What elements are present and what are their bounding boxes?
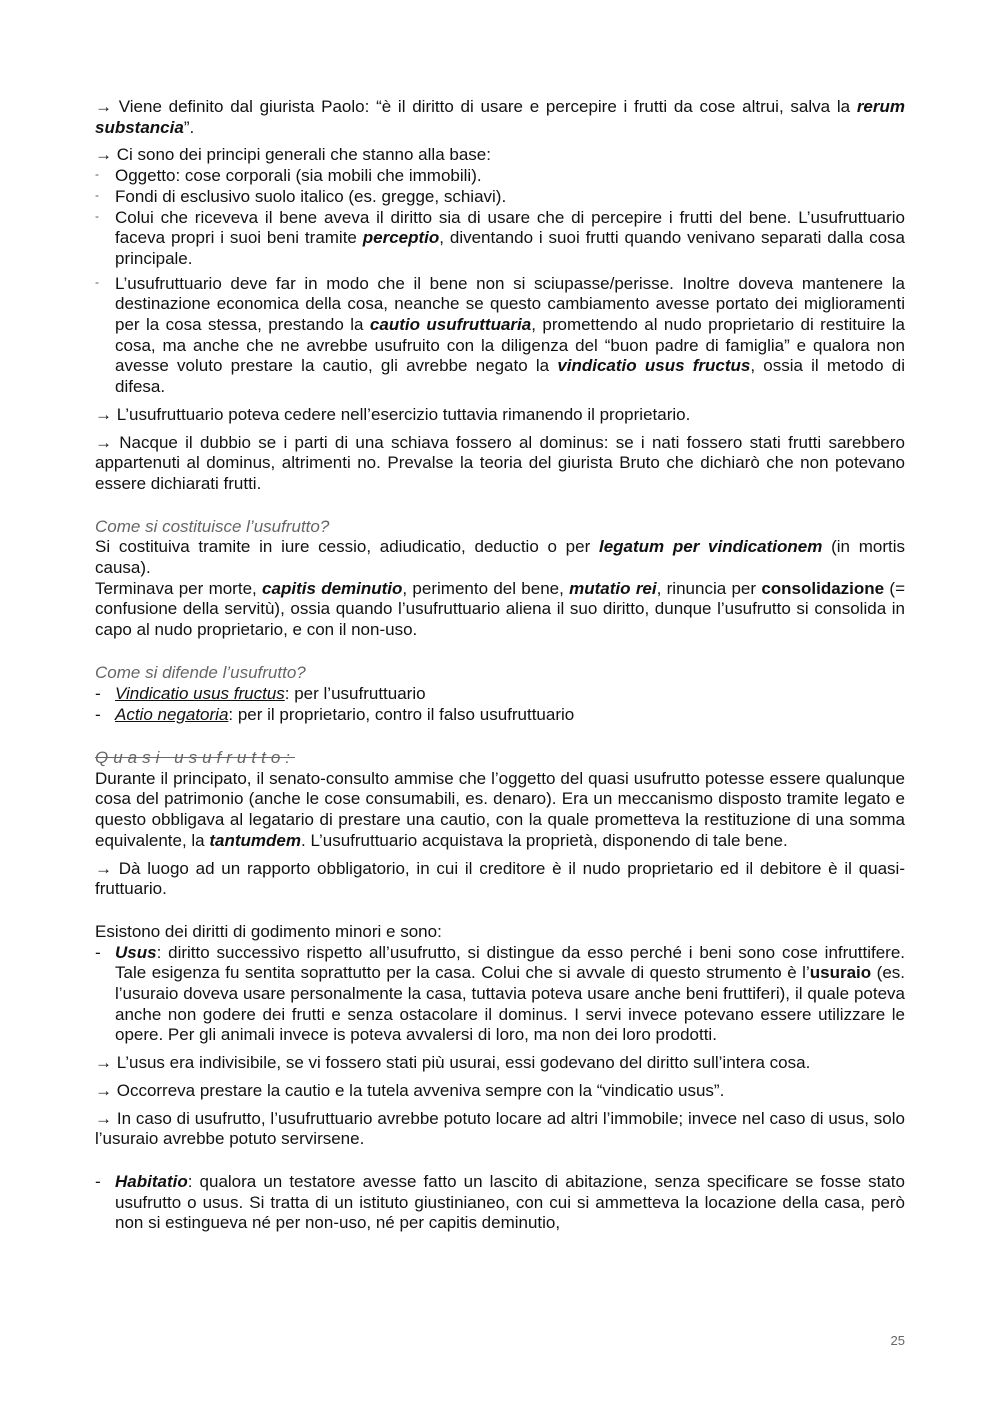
list-item-text: Colui che riceveva il bene aveva il diritto sia di usare che di percepire i frutti del bene. L’usufruttuario faceva propri i suoi beni tramite [115, 207, 905, 248]
list-marker: - [95, 274, 99, 289]
paragraph-cession: → L’usufruttuario poteva cedere nell’esercizio tuttavia rimanendo il proprietario. [95, 404, 691, 424]
paragraph-diritti-minori: Esistono dei diritti di godimento minori e sono: [95, 921, 442, 941]
list-item [95, 208, 905, 270]
list-marker: - [95, 187, 99, 202]
heading-difesa: Come si difende l’usufrutto? [95, 662, 306, 682]
list-marker: - [95, 167, 99, 182]
term-vindicatio-usus-fructus: vindicatio usus fructus [557, 356, 751, 376]
list-item [95, 187, 905, 208]
heading-costituzione: Come si costituisce l’usufrutto? [95, 516, 330, 536]
list-marker: - [95, 705, 101, 725]
list-item-text: : diritto successivo rispetto all’usufrutto, si distingue da esso perché i beni sono cose infruttifere. Tale esigenza fu sentita soprattutto per la casa. Colui che si avvale di questo strumento è l’ [115, 942, 905, 983]
paragraph-estinzione [95, 579, 905, 641]
term-actio-negatoria: Actio negatoria [115, 705, 229, 725]
list-marker: - [95, 942, 101, 962]
list-item-text: , diventando i suoi frutti quando venivano separati dalla cosa principale. [115, 228, 905, 268]
paragraph-rapporto-obbligatorio: → Dà luogo ad un rapporto obbligatorio, in cui il creditore è il nudo proprietario ed il debitore è il quasi-fruttuario. [95, 858, 905, 899]
paragraph-slave-offspring: → Nacque il dubbio se i parti di una schiava fossero al dominus: se i nati fossero stati frutti sarebbero appartenuti al dominus, altrimenti no. Prevalse la teoria del giurista Bruto che dichiarò che non potevano essere dichiarati frutti. [95, 432, 905, 493]
term-capitis-deminutio: capitis deminutio [262, 578, 403, 598]
list-item [95, 166, 905, 187]
list-item-text: , ossia il metodo di difesa. [115, 356, 906, 397]
list-marker: - [95, 1171, 101, 1191]
text-span: (in mortis causa). [95, 537, 905, 578]
list-item-text: Oggetto: cose corporali (sia mobili che immobili). [115, 166, 482, 186]
list-item-text: Fondi di esclusivo suolo italico (es. gregge, schiavi). [115, 186, 507, 206]
paragraph-usus-indivisibile: → L’usus era indivisibile, se vi fossero stati più usurai, essi godevano del diritto sull’intera cosa. [95, 1053, 811, 1073]
principles-list [95, 166, 905, 398]
term-rerum-substancia: rerum substancia [95, 97, 905, 137]
text-span: Durante il principato, il senato-consulto ammise che l’oggetto del quasi usufrutto potesse essere qualunque cosa del patrimonio (anche le cose consumabili, es. denaro). Era un meccanismo disposto tramite legato e questo obbligava al legatario di prestare una cautio, con la quale prometteva la restituzione di una somma equivalente, la [95, 768, 905, 850]
term-vindicatio-usus-fructus: Vindicatio usus fructus [115, 683, 285, 703]
list-item [95, 705, 905, 726]
list-item-text: L’usufruttuario deve far in modo che il bene non si sciupasse/perisse. Inoltre doveva mantenere la destinazione economica della cosa, neanche se questo cambiamento avesse portato dei miglioramenti per la cosa stessa, prestando la [115, 273, 905, 335]
list-item-text: , promettendo al nudo proprietario di restituire la cosa, ma anche che ne avrebbe usufruito con la diligenza del “buon padre di famiglia” e qualora non avesse voluto prestare la cautio, gli avrebbe negato la [115, 315, 906, 376]
text-span: Terminava per morte, [95, 578, 263, 598]
term-habitatio: Habitatio [115, 1171, 188, 1191]
text-span: (= confusione della servitù), ossia quando l’usufruttuario aliena il suo diritto, dunque l’usufrutto si consolida in capo al nudo proprietario, e con il non-uso. [95, 578, 906, 640]
term-perceptio: perceptio [362, 228, 440, 248]
list-item-text: : per il proprietario, contro il falso usufruttuario [228, 705, 575, 725]
list-item [95, 943, 905, 1047]
paragraph-locazione: → In caso di usufrutto, l’usufruttuario avrebbe potuto locare ad altri l’immobile; invece nel caso di usus, solo l’usuraio avrebbe potuto servirsene. [95, 1108, 905, 1149]
paragraph-quasi-usufrutto [95, 769, 905, 852]
list-item [95, 684, 905, 705]
term-consolidazione: consolidazione [761, 578, 885, 598]
defense-list [95, 684, 905, 726]
text-span: Si costituiva tramite in iure cessio, adiudicatio, deductio o per [95, 537, 599, 557]
paragraph-costituzione [95, 537, 905, 578]
text-span: , rinuncia per [656, 578, 762, 598]
paragraph-cautio-tutela: → Occorreva prestare la cautio e la tutela avveniva sempre con la “vindicatio usus”. [95, 1080, 725, 1100]
page-number: 25 [890, 1333, 905, 1348]
paragraph-paolo-definition [95, 97, 905, 138]
list-marker: - [95, 208, 99, 223]
text-span: → Viene definito dal giurista Paolo: “è il diritto di usare e percepire i frutti da cose altrui, salva la [95, 97, 857, 116]
heading-quasi-usufrutto: Quasi usufrutto: [95, 747, 296, 767]
term-mutatio-rei: mutatio rei [569, 578, 657, 598]
list-item-text: : qualora un testatore avesse fatto un lascito di abitazione, senza specificare se fosse stato usufrutto o usus. Si tratta di un istituto giustinianeo, con cui si ammetteva la locazione della casa, però non si estingueva né per non-uso, né per capitis deminutio, [115, 1171, 905, 1233]
term-legatum-per-vindicationem: legatum per vindicationem [598, 537, 823, 557]
list-item [95, 1172, 905, 1234]
text-span: , perimento del bene, [402, 578, 570, 598]
paragraph-general-principles: → Ci sono dei principi generali che stanno alla base: [95, 145, 491, 165]
term-usus: Usus [115, 942, 157, 962]
text-span: . L’usufruttuario acquistava la proprietà, disponendo di tale bene. [301, 830, 788, 850]
term-cautio-usufruttuaria: cautio usufruttuaria [369, 315, 532, 335]
list-item [95, 274, 905, 398]
list-item-text: : per l’usufruttuario [284, 683, 426, 703]
text-span: ”. [183, 117, 195, 137]
list-marker: - [95, 683, 101, 703]
minor-rights-list [95, 943, 905, 1047]
term-tantumdem: tantumdem [209, 830, 301, 850]
term-usuraio: usuraio [809, 963, 872, 983]
list-item-text: (es. l’usuraio doveva usare personalmente la casa, tuttavia poteva usare anche beni fruttiferi), il quale poteva anche non godere dei frutti e senza ostacolare il dominus. I servi invece potevano essere utilizzare le opere. Per gli animali invece is poteva avvalersi di loro, ma non dei loro prodotti. [115, 963, 905, 1045]
habitatio-list [95, 1172, 905, 1234]
